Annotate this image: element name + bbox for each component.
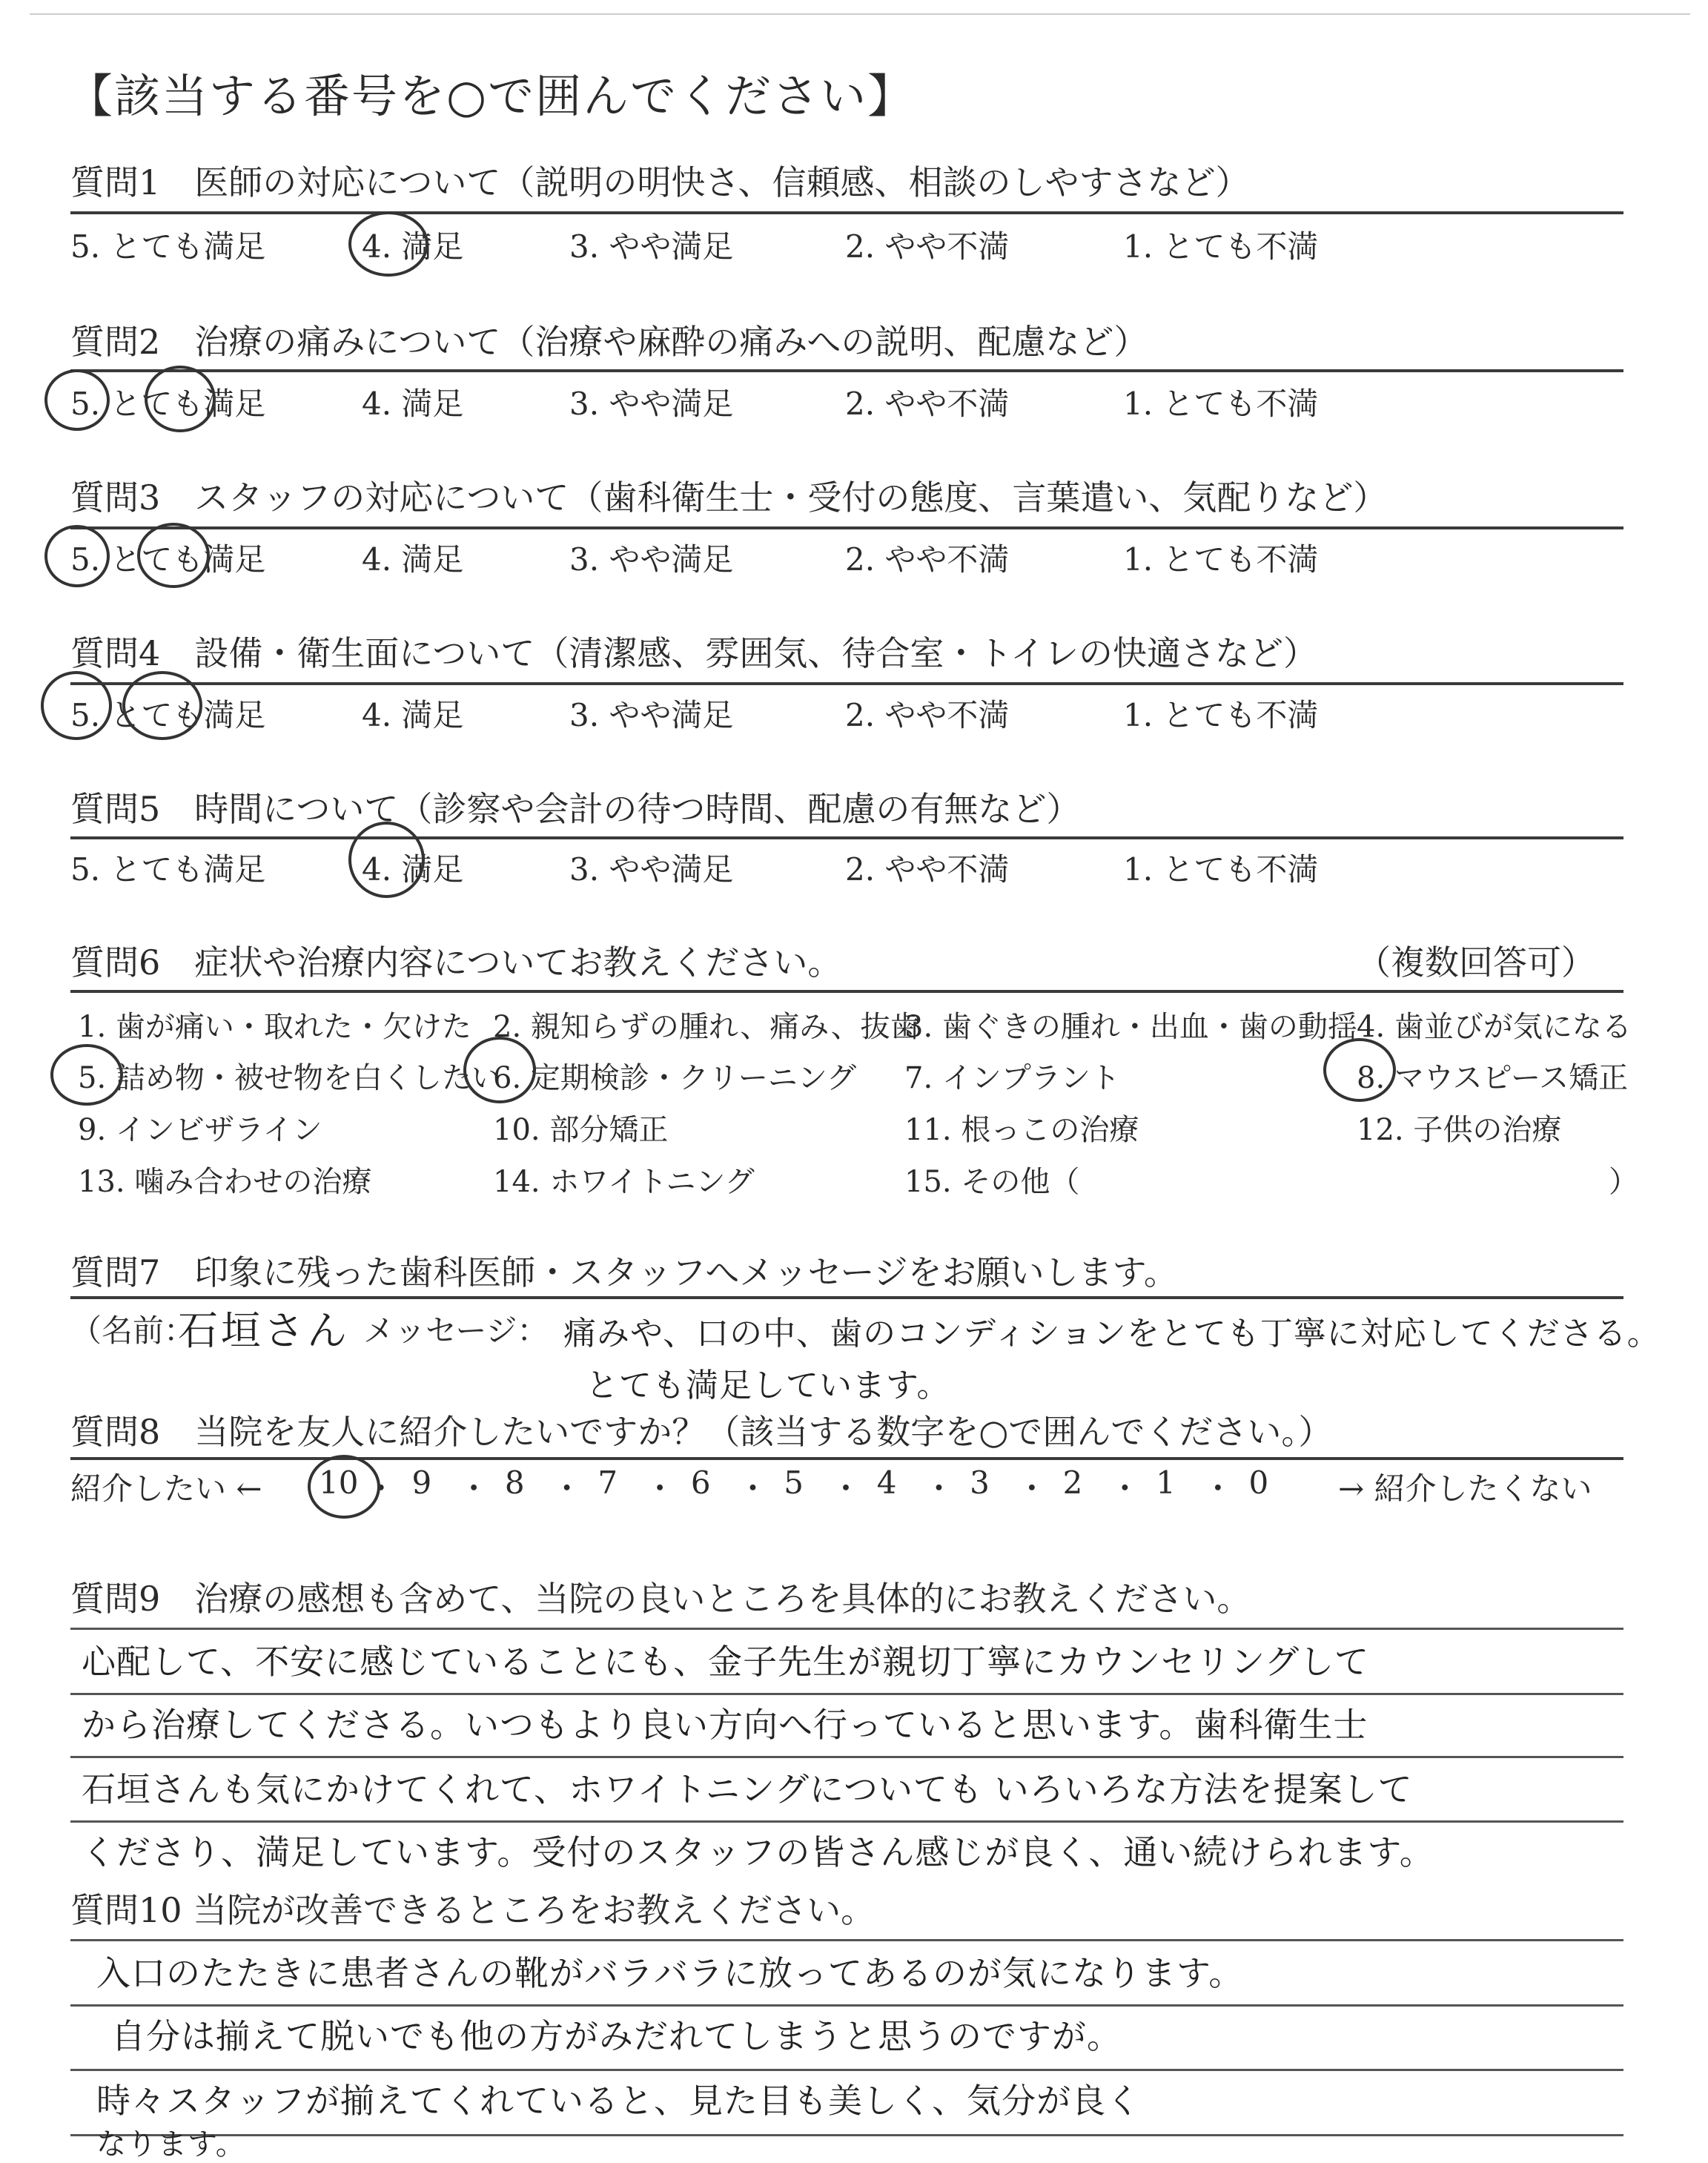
q10-writing-line-3: [70, 2069, 1623, 2071]
q6-circle-8: [1323, 1038, 1396, 1102]
q3-option-1[interactable]: 1. とても不満: [1123, 541, 1319, 578]
q6-option-6[interactable]: 6. 定期検診・クリーニング: [493, 1061, 857, 1095]
q8-left-label: 紹介したい ←: [70, 1470, 262, 1507]
question-8-title: 質問8 当院を友人に紹介したいですか？（該当する数字を○で囲んでください。）: [70, 1412, 1333, 1452]
q5-option-2[interactable]: 2. やや不満: [845, 851, 1010, 888]
q2-option-1[interactable]: 1. とても不満: [1123, 386, 1319, 422]
q8-scale-value[interactable]: 7: [598, 1464, 618, 1501]
q3-option-3[interactable]: 3. やや満足: [569, 541, 734, 578]
q7-message-line-1: 痛みや、口の中、歯のコンディションをとても丁寧に対応してくださる。: [563, 1315, 1661, 1353]
q2-option-3[interactable]: 3. やや満足: [569, 386, 734, 422]
q8-right-label: → 紹介したくない: [1338, 1470, 1592, 1507]
question-2-title: 質問2 治療の痛みについて（治療や麻酔の痛みへの説明、配慮など）: [70, 322, 1148, 362]
q9-answer-line-4: くださり、満足しています。受付のスタッフの皆さん感じが良く、通い続けられます。: [82, 1832, 1434, 1872]
q6-option-11[interactable]: 11. 根っこの治療: [904, 1113, 1139, 1147]
q9-answer-line-3: 石垣さんも気にかけてくれて、ホワイトニングについても いろいろな方法を提案して: [82, 1769, 1413, 1809]
q5-option-1[interactable]: 1. とても不満: [1123, 851, 1319, 888]
q8-scale-separator: ・: [644, 1470, 676, 1507]
q8-scale-value[interactable]: 5: [784, 1464, 804, 1501]
q6-option-5[interactable]: 5. 詰め物・被せ物を白くしたい: [78, 1061, 501, 1095]
q7-message-label: メッセージ：: [363, 1312, 549, 1349]
question-5-title: 質問5 時間について（診察や会計の待つ時間、配慮の有無など）: [70, 789, 1081, 829]
q6-option-1[interactable]: 1. 歯が痛い・取れた・欠けた: [78, 1010, 471, 1044]
q6-option-13[interactable]: 13. 噛み合わせの治療: [78, 1165, 372, 1199]
q10-answer-line-2: 自分は揃えて脱いでも他の方がみだれてしまうと思うのですが。: [111, 2016, 1122, 2056]
q4-option-5[interactable]: 5. とても満足: [70, 697, 266, 733]
q6-option-10[interactable]: 10. 部分矯正: [493, 1113, 669, 1147]
q8-scale-separator: ・: [737, 1470, 769, 1507]
q5-option-3[interactable]: 3. やや満足: [569, 851, 734, 888]
q8-scale-separator: ・: [365, 1470, 397, 1507]
q3-option-2[interactable]: 2. やや不満: [845, 541, 1010, 578]
q5-option-4[interactable]: 4. 満足: [362, 851, 464, 888]
q4-extra-circle: [122, 671, 202, 740]
q9-writing-line-3: [70, 1756, 1623, 1758]
question-5-rule: [70, 836, 1623, 839]
question-6-title: 質問6 症状や治療内容についてお教えください。: [70, 942, 842, 983]
q6-option-15[interactable]: 15. その他（: [904, 1165, 1080, 1199]
q9-answer-line-2: から治療してくださる。いつもより良い方向へ行っていると思います。歯科衛生士: [82, 1705, 1368, 1745]
q9-writing-line-1: [70, 1628, 1623, 1630]
q1-option-5[interactable]: 5. とても満足: [70, 228, 266, 265]
q8-scale-value[interactable]: 8: [504, 1464, 525, 1501]
q2-option-2[interactable]: 2. やや不満: [845, 386, 1010, 422]
q1-option-2[interactable]: 2. やや不満: [845, 228, 1010, 265]
q8-scale-separator: ・: [551, 1470, 583, 1507]
question-10-title: 質問10 当院が改善できるところをお教えください。: [70, 1890, 875, 1930]
q1-option-4[interactable]: 4. 満足: [362, 228, 464, 265]
q4-option-1[interactable]: 1. とても不満: [1123, 697, 1319, 733]
question-1-rule: [70, 211, 1623, 214]
q1-option-1[interactable]: 1. とても不満: [1123, 228, 1319, 265]
q8-scale-value[interactable]: 1: [1156, 1464, 1176, 1501]
q10-answer-line-1: 入口のたたきに患者さんの靴がバラバラに放ってあるのが気になります。: [96, 1953, 1244, 1993]
q6-option-2[interactable]: 2. 親知らずの腫れ、痛み、抜歯: [493, 1010, 920, 1044]
question-8-rule: [70, 1457, 1623, 1460]
q8-scale-value[interactable]: 4: [876, 1464, 897, 1501]
q6-option-9[interactable]: 9. インビザライン: [78, 1113, 322, 1147]
q3-answer-circle: [44, 525, 110, 587]
q4-option-3[interactable]: 3. やや満足: [569, 697, 734, 733]
question-9-title: 質問9 治療の感想も含めて、当院の良いところを具体的にお教えください。: [70, 1579, 1251, 1619]
q7-message-line-2: とても満足しています。: [586, 1367, 950, 1404]
q6-option-12[interactable]: 12. 子供の治療: [1357, 1113, 1562, 1147]
q2-extra-circle: [145, 366, 216, 432]
q8-scale-value[interactable]: 9: [411, 1464, 432, 1501]
question-2-rule: [70, 369, 1623, 372]
q10-answer-line-4: なります。: [96, 2127, 246, 2162]
q2-option-4[interactable]: 4. 満足: [362, 386, 464, 422]
q3-option-5[interactable]: 5. とても満足: [70, 541, 266, 578]
q9-answer-line-1: 心配して、不安に感じていることにも、金子先生が親切丁寧にカウンセリングして: [82, 1642, 1370, 1682]
question-4-title: 質問4 設備・衛生面について（清潔感、雰囲気、待合室・トイレの快適さなど）: [70, 633, 1318, 673]
q3-option-4[interactable]: 4. 満足: [362, 541, 464, 578]
question-7-title: 質問7 印象に残った歯科医師・スタッフへメッセージをお願いします。: [70, 1252, 1178, 1292]
q8-scale-value[interactable]: 10: [319, 1464, 359, 1501]
question-4-rule: [70, 682, 1623, 685]
q8-scale-separator: ・: [1202, 1470, 1234, 1507]
q6-option-7[interactable]: 7. インプラント: [904, 1061, 1120, 1095]
q8-scale-value[interactable]: 3: [970, 1464, 990, 1501]
q5-option-5[interactable]: 5. とても満足: [70, 851, 266, 888]
q1-answer-circle: [348, 211, 428, 277]
question-3-title: 質問3 スタッフの対応について（歯科衛生士・受付の態度、言葉遣い、気配りなど）: [70, 478, 1388, 518]
q10-writing-line-4: [70, 2134, 1623, 2136]
q2-option-5[interactable]: 5. とても満足: [70, 386, 266, 422]
q8-scale-separator: ・: [830, 1470, 862, 1507]
question-6-rule: [70, 990, 1623, 993]
q8-scale-value[interactable]: 0: [1248, 1464, 1269, 1501]
q1-option-3[interactable]: 3. やや満足: [569, 228, 734, 265]
form-instruction: 【該当する番号を○で囲んでください】: [67, 69, 916, 123]
q10-answer-line-3: 時々スタッフが揃えてくれていると、見た目も美しく、気分が良く: [96, 2081, 1142, 2121]
q6-option-14[interactable]: 14. ホワイトニング: [493, 1165, 755, 1199]
q6-option-15-close-paren: ）: [1609, 1165, 1638, 1199]
q8-scale-separator: ・: [923, 1470, 955, 1507]
q9-writing-line-2: [70, 1693, 1623, 1695]
q3-extra-circle: [137, 523, 210, 588]
q6-option-3[interactable]: 3. 歯ぐきの腫れ・出血・歯の動揺: [904, 1010, 1357, 1044]
q7-name-label: （名前：: [70, 1312, 196, 1349]
q8-scale-separator: ・: [1016, 1470, 1047, 1507]
q8-scale-separator: ・: [458, 1470, 490, 1507]
q6-option-8[interactable]: 8. マウスピース矯正: [1357, 1061, 1629, 1095]
q2-answer-circle: [44, 369, 110, 431]
q8-scale: [319, 1464, 1342, 1509]
q8-answer-circle: [308, 1455, 380, 1519]
q8-scale-value[interactable]: 2: [1062, 1464, 1083, 1501]
question-1-title: 質問1 医師の対応について（説明の明快さ、信頼感、相談のしやすさなど）: [70, 162, 1250, 202]
q6-circle-5: [50, 1044, 123, 1106]
q9-writing-line-4: [70, 1820, 1623, 1823]
q6-circle-6: [463, 1037, 536, 1103]
q7-name-handwritten: 石垣さん: [178, 1307, 350, 1354]
q6-option-4[interactable]: 4. 歯並びが気になる: [1357, 1010, 1632, 1044]
question-3-rule: [70, 526, 1623, 529]
question-6-note: （複数回答可）: [1357, 942, 1595, 983]
q10-writing-line-2: [70, 2004, 1623, 2007]
q10-writing-line-1: [70, 1939, 1623, 1941]
q5-answer-circle: [348, 822, 425, 898]
q8-scale-value[interactable]: 6: [690, 1464, 711, 1501]
q4-option-2[interactable]: 2. やや不満: [845, 697, 1010, 733]
q8-scale-separator: ・: [1109, 1470, 1141, 1507]
page-top-border: [30, 13, 1690, 15]
q4-answer-circle: [41, 671, 112, 740]
q4-option-4[interactable]: 4. 満足: [362, 697, 464, 733]
